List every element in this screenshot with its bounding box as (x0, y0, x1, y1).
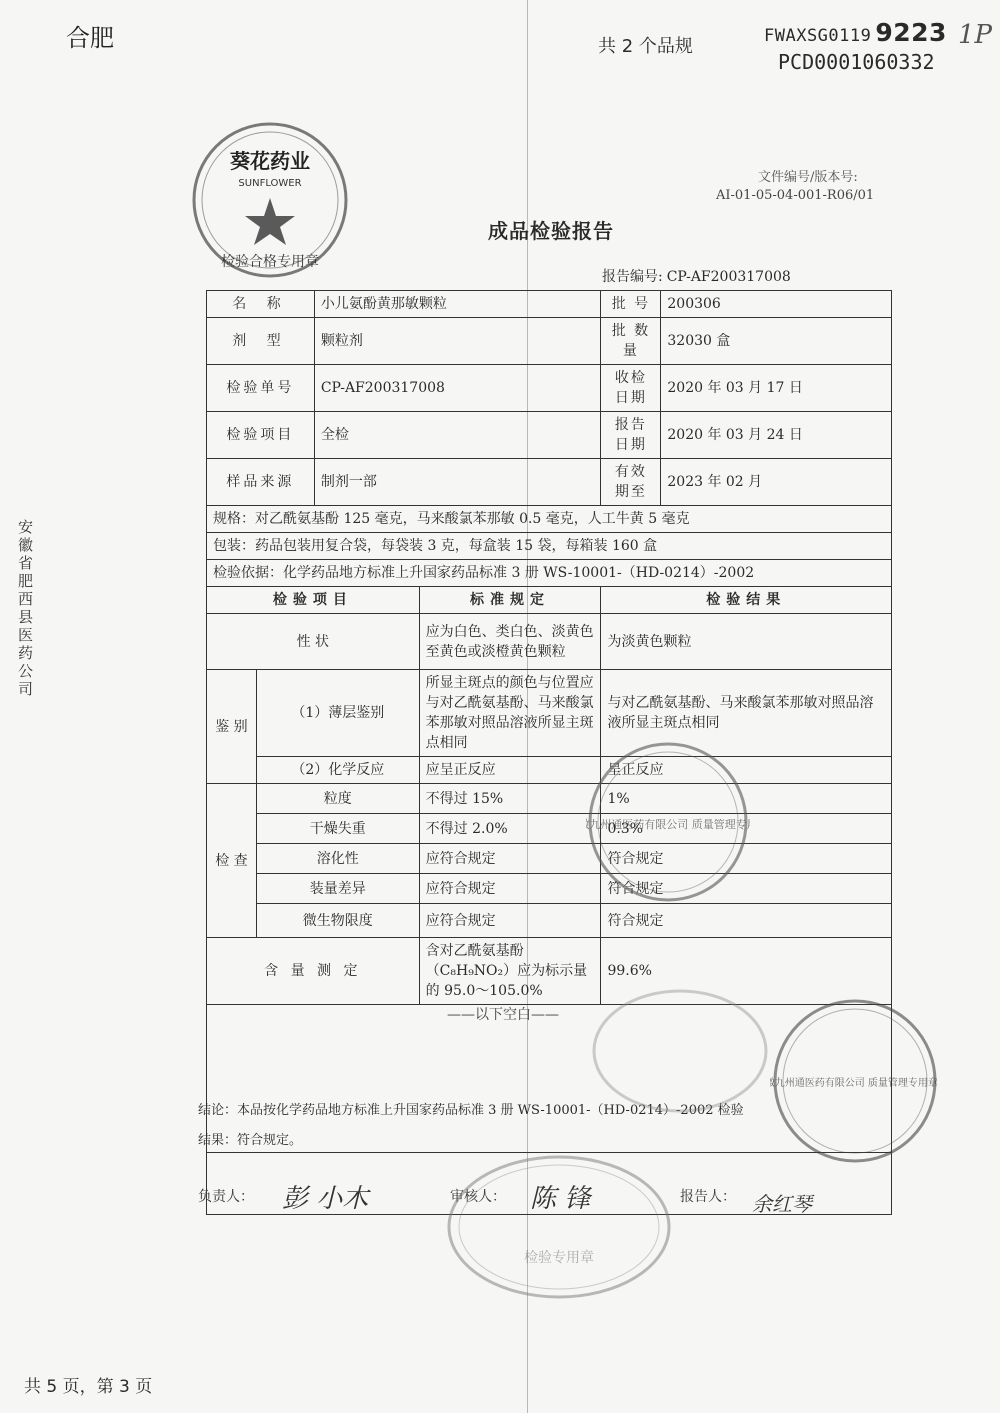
handwritten-page-mark: 1P (958, 20, 993, 50)
tlc-result: 与对乙酰氨基酚、马来酸氯苯那敏对照品溶液所显主斑点相同 (601, 670, 892, 757)
star-icon (245, 198, 295, 245)
expiry-label: 有效期至 (601, 459, 661, 506)
table-row (207, 844, 892, 874)
tracking-code-suffix: 9223 (875, 18, 947, 47)
test-basis: 检验依据：化学药品地方标准上升国家药品标准 3 册 WS-10001-（HD-0214）-2002 (207, 560, 892, 587)
check-standard: 不得过 2.0% (419, 814, 601, 844)
receive-date: 2020 年 03 月 17 日 (661, 365, 892, 412)
tlc-standard: 所显主斑点的颜色与位置应与对乙酰氨基酚、马来酸氯苯那敏对照品溶液所显主斑点相同 (419, 670, 601, 757)
test-item-label: 检验项目 (207, 412, 315, 459)
inspection-table (206, 290, 892, 1215)
table-row (207, 318, 892, 365)
test-item: 全检 (314, 412, 601, 459)
responsible-label: 负责人： (198, 1189, 254, 1205)
batch-number: 200306 (661, 291, 892, 318)
table-row (207, 560, 892, 587)
assay-result: 99.6% (601, 938, 892, 1005)
side-company-stamp-text: 安徽省肥西县医药公司 (18, 518, 34, 698)
report-number-label: 报告编号: (602, 269, 663, 285)
header-standard: 标准规定 (419, 587, 601, 614)
check-name: 干燥失重 (256, 814, 419, 844)
table-row (207, 412, 892, 459)
assay-name: 含 量 测 定 (207, 938, 420, 1005)
report-number (598, 266, 791, 286)
reporter-label: 报告人： (680, 1189, 736, 1205)
dosage-form: 颗粒剂 (314, 318, 601, 365)
tlc-name: （1）薄层鉴别 (256, 670, 419, 757)
report-number-value: CP-AF200317008 (666, 269, 791, 285)
packaging: 包装：药品包装用复合袋，每袋装 3 克，每盒装 15 袋，每箱装 160 盒 (207, 533, 892, 560)
name-label: 名 称 (207, 291, 315, 318)
reviewer-label: 审核人： (450, 1189, 506, 1205)
table-row (207, 874, 892, 904)
table-row (207, 814, 892, 844)
appearance-result: 为淡黄色颗粒 (601, 614, 892, 670)
check-name: 粒度 (256, 784, 419, 814)
tracking-code-1 (764, 18, 947, 47)
conclusion (198, 1096, 744, 1156)
table-row (207, 784, 892, 814)
table-row (207, 614, 892, 670)
product-count: 共 2 个品规 (598, 36, 693, 57)
sunflower-inspection-stamp (190, 120, 350, 280)
tracking-code-2: PCD0001060332 (778, 50, 935, 74)
table-row (207, 533, 892, 560)
check-result: 符合规定 (601, 904, 892, 938)
conclusion-result: 结果：符合规定。 (198, 1133, 303, 1148)
batch-quantity: 32030 盒 (661, 318, 892, 365)
header-test-item: 检验项目 (207, 587, 420, 614)
responsible-signature: 彭 小木 (282, 1184, 369, 1214)
table-header-row (207, 587, 892, 614)
quantity-label: 批 数 量 (601, 318, 661, 365)
check-standard: 应符合规定 (419, 904, 601, 938)
check-result: 符合规定 (601, 844, 892, 874)
expiry-date: 2023 年 02 月 (661, 459, 892, 506)
page-footer: 共 5 页，第 3 页 (24, 1377, 153, 1397)
stamp-text: 检验专用章 (524, 1250, 594, 1266)
table-row (207, 670, 892, 757)
check-result: 1% (601, 784, 892, 814)
report-date-label: 报告日期 (601, 412, 661, 459)
check-standard: 应符合规定 (419, 844, 601, 874)
order-label: 检验单号 (207, 365, 315, 412)
reviewer-signature: 陈 锋 (530, 1184, 591, 1214)
table-row (207, 459, 892, 506)
city-label: 合肥 (66, 24, 114, 52)
chem-name: （2）化学反应 (256, 757, 419, 784)
table-row (207, 506, 892, 533)
stamp-brand-en: SUNFLOWER (238, 178, 302, 189)
header-result: 检验结果 (601, 587, 892, 614)
tracking-code-prefix: FWAXSG0119 (764, 26, 872, 46)
conclusion-text: 结论：本品按化学药品地方标准上升国家药品标准 3 册 WS-10001-（HD-0214）-2002 检验 (198, 1103, 744, 1118)
check-name: 微生物限度 (256, 904, 419, 938)
chem-standard: 应呈正反应 (419, 757, 601, 784)
form-label: 剂 型 (207, 318, 315, 365)
stamp-brand: 葵花药业 (230, 149, 310, 173)
file-number: AI-01-05-04-001-R06/01 (716, 188, 875, 203)
stamp-label: 检验合格专用章 (221, 254, 319, 270)
check-label: 检 查 (207, 784, 257, 938)
specification: 规格：对乙酰氨基酚 125 毫克，马来酸氯苯那敏 0.5 毫克，人工牛黄 5 毫克 (207, 506, 892, 533)
chem-result: 呈正反应 (601, 757, 892, 784)
blank-below-mark: ——以下空白—— (447, 1007, 559, 1023)
stamp-text: 九州通医药有限公司 质量管理专用章 (774, 1078, 938, 1089)
check-name: 溶化性 (256, 844, 419, 874)
table-row (207, 365, 892, 412)
product-name: 小儿氨酚黄那敏颗粒 (314, 291, 601, 318)
report-date: 2020 年 03 月 24 日 (661, 412, 892, 459)
check-standard: 应符合规定 (419, 874, 601, 904)
table-row (207, 904, 892, 938)
check-result: 符合规定 (601, 874, 892, 904)
source-label: 样品来源 (207, 459, 315, 506)
check-standard: 不得过 15% (419, 784, 601, 814)
table-row (207, 291, 892, 318)
file-number-label: 文件编号/版本号: (758, 170, 858, 185)
batch-label: 批 号 (601, 291, 661, 318)
check-result: 0.3% (601, 814, 892, 844)
assay-standard: 含对乙酰氨基酚（C₈H₉NO₂）应为标示量的 95.0～105.0% (419, 938, 601, 1005)
report-title: 成品检验报告 (488, 219, 614, 243)
table-row (207, 938, 892, 1005)
identification-label: 鉴 别 (207, 670, 257, 784)
appearance-standard: 应为白色、类白色、淡黄色至黄色或淡橙黄色颗粒 (419, 614, 601, 670)
check-name: 装量差异 (256, 874, 419, 904)
order-number: CP-AF200317008 (314, 365, 601, 412)
sample-source: 制剂一部 (314, 459, 601, 506)
appearance-name: 性 状 (207, 614, 420, 670)
stamp-text: 九州通医药有限公司 质量管理专 (589, 818, 747, 831)
receive-date-label: 收检日期 (601, 365, 661, 412)
reporter-signature: 余红琴 (752, 1192, 812, 1216)
table-row (207, 757, 892, 784)
